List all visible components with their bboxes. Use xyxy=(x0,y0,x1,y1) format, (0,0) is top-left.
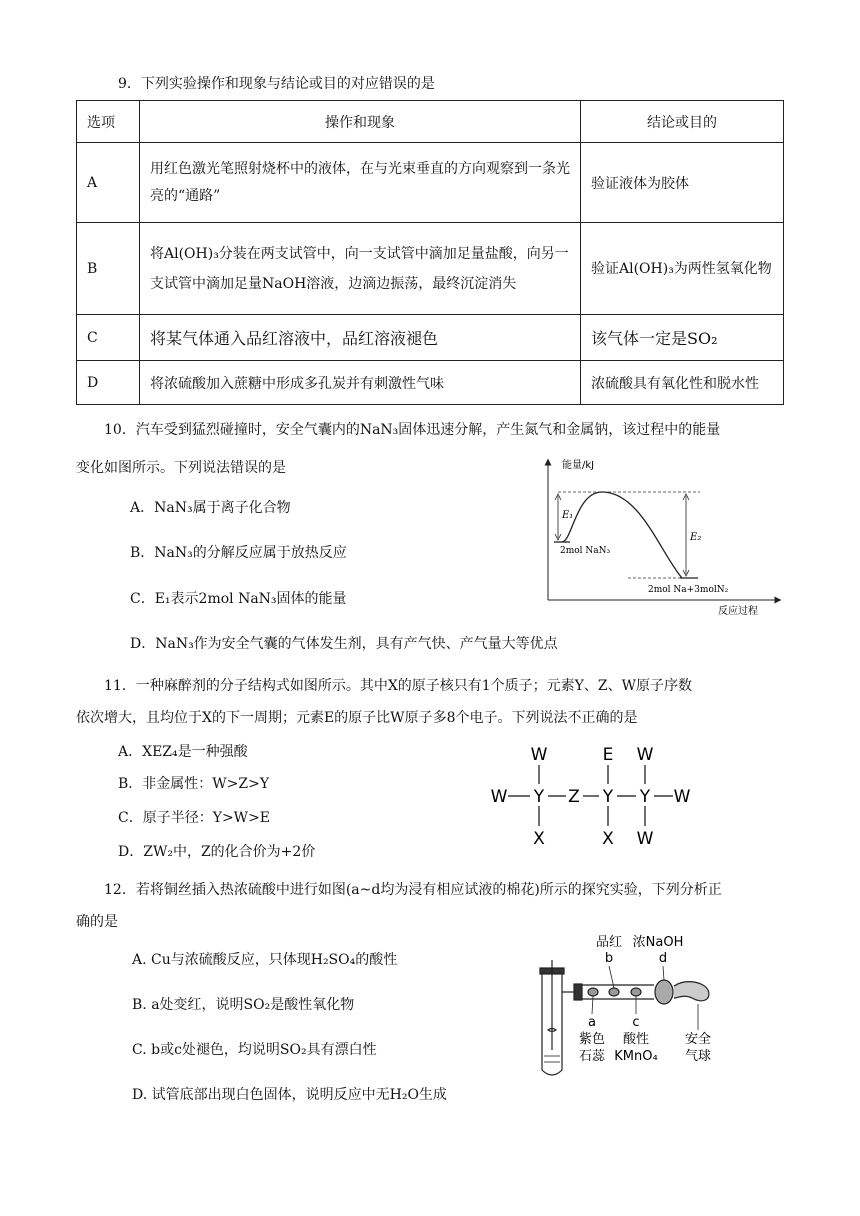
label-a: a xyxy=(588,1015,596,1030)
label-shirui: 石蕊 xyxy=(578,1049,606,1064)
atom-x-2: X xyxy=(602,829,614,848)
q11-option-a: A．XEZ₄是一种强酸 xyxy=(118,744,248,760)
q11-stem-line1: 11．一种麻醉剂的分子结构式如图所示。其中X的原子核只有1个质子；元素Y、Z、W原子序数 xyxy=(104,678,693,694)
atom-w-right: W xyxy=(673,787,691,807)
label-d: d xyxy=(658,951,668,966)
row-res: 该气体一定是SO₂ xyxy=(581,315,784,361)
q10-stem-line1: 10．汽车受到猛烈碰撞时，安全气囊内的NaN₃固体迅速分解，产生氮气和金属钠，该过程中的能量 xyxy=(104,422,721,438)
label-b: b xyxy=(604,951,614,966)
energy-diagram xyxy=(540,452,800,620)
cotton-a xyxy=(588,988,598,996)
atom-w-top-left: W xyxy=(530,745,548,765)
row-res: 验证Al(OH)₃为两性氢氧化物 xyxy=(581,223,784,315)
q10-option-c: C．E₁表示2mol NaN₃固体的能量 xyxy=(130,591,347,607)
q12-option-c: C. b或c处褪色，均说明SO₂具有漂白性 xyxy=(132,1042,377,1058)
q11-option-c: C．原子半径：Y>W>E xyxy=(118,810,271,826)
label-anquan: 安全 xyxy=(684,1032,712,1047)
q12-option-b: B. a处变红，说明SO₂是酸性氧化物 xyxy=(132,997,355,1013)
atom-e-top: E xyxy=(602,745,614,765)
q11-option-b: B．非金属性：W>Z>Y xyxy=(118,776,270,792)
q9-table xyxy=(76,100,784,405)
q12-stem-line1: 12．若将铜丝插入热浓硫酸中进行如图(a~d均为浸有相应试液的棉花)所示的探究实验，下列分析正 xyxy=(104,882,722,898)
table-row xyxy=(77,361,784,405)
row-op: 将Al(OH)₃分装在两支试管中，向一支试管中滴加足量盐酸，向另一支试管中滴加足量NaOH溶液，边滴边振荡，最终沉淀消失 xyxy=(140,223,581,315)
table-row xyxy=(77,315,784,361)
reactant-label: 2mol NaN₃ xyxy=(560,546,611,556)
safety-balloon xyxy=(674,982,709,1001)
row-key: D xyxy=(77,361,140,405)
q10-stem-line2: 变化如图所示。下列说法错误的是 xyxy=(76,460,286,476)
atom-y-2: Y xyxy=(602,787,614,807)
cotton-c xyxy=(631,988,641,996)
label-pinhong: 品红 xyxy=(595,935,623,950)
atom-w-left: W xyxy=(490,787,508,807)
product-label: 2mol Na+3molN₂ xyxy=(648,585,729,595)
label-qiqiu: 气球 xyxy=(684,1049,712,1064)
table-row xyxy=(77,143,784,223)
e1-label: E₁ xyxy=(562,510,574,521)
row-key: B xyxy=(77,223,140,315)
apparatus-diagram xyxy=(536,930,726,1082)
atom-x-1: X xyxy=(533,829,545,848)
atom-y-3: Y xyxy=(639,787,651,807)
q10-option-b: B．NaN₃的分解反应属于放热反应 xyxy=(130,545,347,561)
label-c: c xyxy=(632,1015,640,1030)
q11-option-d: D．ZW₂中，Z的化合价为+2价 xyxy=(118,844,316,860)
table-header-key: 选项 xyxy=(77,101,140,143)
label-kmno4: KMnO₄ xyxy=(614,1049,658,1064)
row-op: 将浓硫酸加入蔗糖中形成多孔炭并有刺激性气味 xyxy=(140,361,581,405)
x-axis-label: 反应过程 xyxy=(718,606,758,617)
label-suanxing: 酸性 xyxy=(622,1032,650,1047)
row-op: 用红色激光笔照射烧杯中的液体，在与光束垂直的方向观察到一条光亮的“通路” xyxy=(140,143,581,223)
table-header-row xyxy=(77,101,784,143)
atom-y-1: Y xyxy=(533,787,545,807)
energy-curve xyxy=(562,492,682,578)
q10-option-a: A．NaN₃属于离子化合物 xyxy=(130,500,291,516)
atom-w-bottom: W xyxy=(636,829,654,848)
atom-z: Z xyxy=(568,787,580,807)
row-res: 验证液体为胶体 xyxy=(581,143,784,223)
cotton-b xyxy=(609,988,619,996)
row-op: 将某气体通入品红溶液中，品红溶液褪色 xyxy=(140,315,581,361)
pointer-d xyxy=(663,966,664,980)
side-stopper xyxy=(574,984,582,1000)
atom-w-top-right: W xyxy=(636,745,654,765)
row-res: 浓硫酸具有氧化性和脱水性 xyxy=(581,361,784,405)
q11-stem-line2: 依次增大，且均位于X的下一周期；元素E的原子比W原子多8个电子。下列说法不正确的是 xyxy=(76,710,638,726)
y-axis-label: 能量/kJ xyxy=(562,460,595,471)
q9-stem: 9．下列实验操作和现象与结论或目的对应错误的是 xyxy=(118,76,435,92)
label-naoh: 浓NaOH xyxy=(632,935,684,950)
e2-label: E₂ xyxy=(690,532,702,543)
table-row xyxy=(77,223,784,315)
molecule-structure xyxy=(484,744,704,848)
label-zise: 紫色 xyxy=(578,1032,606,1047)
row-key: C xyxy=(77,315,140,361)
q10-option-d: D．NaN₃作为安全气囊的气体发生剂，具有产气快、产气量大等优点 xyxy=(130,636,558,652)
q12-option-d: D. 试管底部出现白色固体，说明反应中无H₂O生成 xyxy=(132,1087,447,1103)
row-key: A xyxy=(77,143,140,223)
cotton-d xyxy=(655,980,673,1004)
table-header-res: 结论或目的 xyxy=(581,101,784,143)
table-header-op: 操作和现象 xyxy=(140,101,581,143)
q12-stem-line2: 确的是 xyxy=(76,914,118,930)
q12-option-a: A. Cu与浓硫酸反应，只体现H₂SO₄的酸性 xyxy=(132,952,398,968)
